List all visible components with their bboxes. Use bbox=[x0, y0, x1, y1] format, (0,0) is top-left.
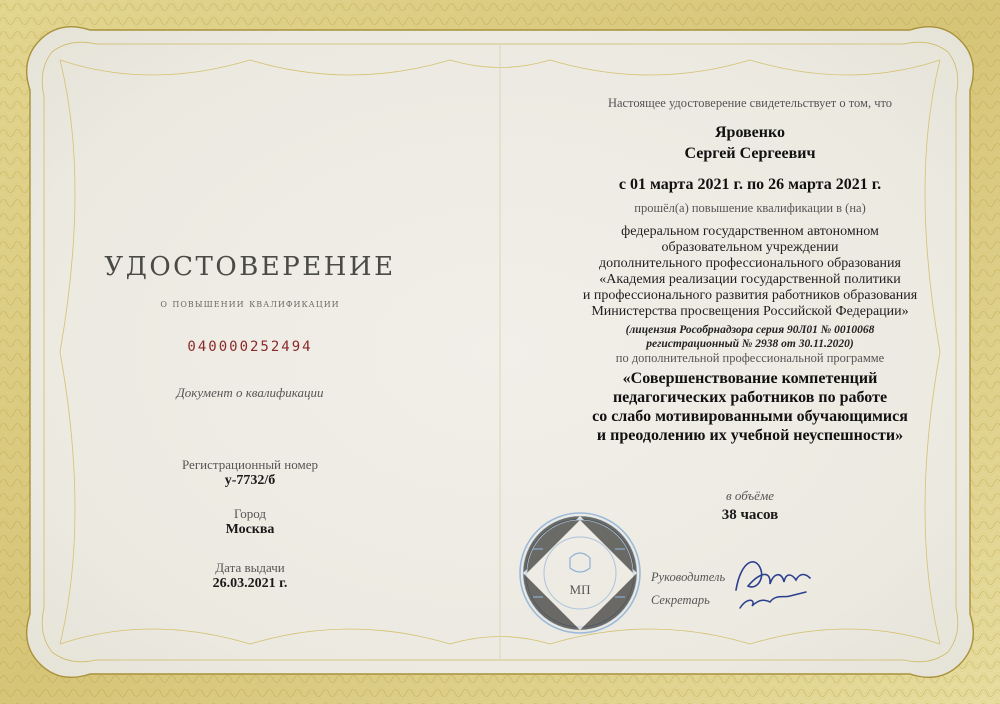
signature-icon bbox=[726, 550, 826, 620]
holder-given-names: Сергей Сергеевич bbox=[684, 145, 816, 162]
volume-value: 38 часов bbox=[721, 507, 779, 523]
document-type: Документ о квалификации bbox=[176, 385, 324, 400]
organization-block bbox=[545, 224, 955, 320]
holder-surname: Яровенко bbox=[714, 124, 786, 141]
head-signature-label: Руководитель bbox=[651, 570, 726, 584]
city-value: Москва bbox=[225, 522, 275, 537]
official-seal-icon bbox=[515, 508, 645, 638]
program-title-line: со слабо мотивированными обучающимися bbox=[592, 408, 908, 425]
secretary-signature-label: Секретарь bbox=[651, 593, 710, 607]
organization-line: Министерства просвещения Российской Федерации» bbox=[591, 304, 909, 319]
training-passed-text: прошёл(а) повышение квалификации в (на) bbox=[634, 201, 866, 215]
organization-line: и профессионального развития работников образования bbox=[582, 288, 918, 303]
program-title-line: педагогических работников по работе bbox=[612, 389, 888, 406]
seal-stamp-text: МП bbox=[569, 582, 591, 597]
organization-line: «Академия реализации государственной политики bbox=[599, 272, 901, 287]
city-label: Город bbox=[233, 506, 267, 521]
issue-date-label: Дата выдачи bbox=[215, 560, 285, 575]
issue-date-value: 26.03.2021 г. bbox=[212, 576, 288, 591]
license-line: (лицензия Рособрнадзора серия 90Л01 № 0010068 bbox=[625, 324, 875, 336]
license-line: регистрационный № 2938 от 30.11.2020) bbox=[646, 338, 854, 350]
program-title-block bbox=[545, 369, 955, 445]
program-title-line: и преодолению их учебной неуспешности» bbox=[596, 427, 904, 444]
volume-label: в объёме bbox=[725, 488, 775, 503]
organization-line: образовательном учреждении bbox=[661, 240, 839, 255]
document-title: УДОСТОВЕРЕНИЕ bbox=[104, 252, 396, 282]
training-dates: с 01 марта 2021 г. по 26 марта 2021 г. bbox=[618, 176, 882, 193]
document-number: 040000252494 bbox=[187, 339, 313, 355]
program-intro: по дополнительной профессиональной программе bbox=[615, 351, 885, 365]
registration-label: Регистрационный номер bbox=[182, 457, 318, 472]
program-title-line: «Совершенствование компетенций bbox=[622, 370, 878, 387]
license-block bbox=[545, 323, 955, 351]
organization-line: федеральном государственном автономном bbox=[621, 224, 879, 239]
certificate-intro: Настоящее удостоверение свидетельствует о том, что bbox=[607, 96, 893, 110]
organization-line: дополнительного профессионального образования bbox=[599, 256, 901, 271]
document-subtitle: о повышении квалификации bbox=[160, 297, 340, 310]
registration-number: у-7732/б bbox=[224, 473, 276, 488]
